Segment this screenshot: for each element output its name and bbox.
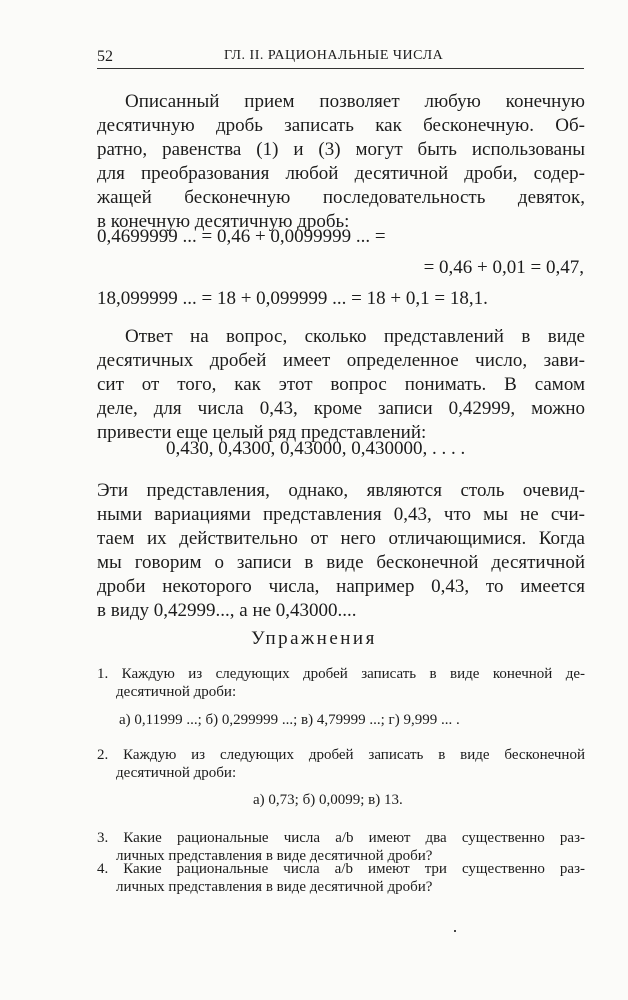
exercises-heading: Упражнения — [251, 628, 377, 649]
exercise-line: 4. Какие рациональные числа a/b имеют три существенно раз- — [97, 861, 585, 877]
text-line: дроби некоторого числа, например 0,43, то имеется — [97, 576, 585, 597]
formula-line-1: 0,4699999 ... = 0,46 + 0,0099999 ... = — [97, 226, 386, 247]
text-line: мы говорим о записи в виде бесконечной десятичной — [97, 552, 585, 573]
text-line: ными вариациями представления 0,43, что мы не счи- — [97, 504, 585, 525]
chapter-title: ГЛ. II. РАЦИОНАЛЬНЫЕ ЧИСЛА — [224, 48, 444, 63]
text-line: Описанный прием позволяет любую конечную — [125, 91, 585, 112]
text-line: жащей бесконечную последовательность девяток, — [97, 187, 585, 208]
exercise-line: 3. Какие рациональные числа a/b имеют два существенно раз- — [97, 830, 585, 846]
text-line: в виду 0,42999..., а не 0,43000.... — [97, 600, 357, 621]
formula-line-3: 18,099999 ... = 18 + 0,099999 ... = 18 + 0,1 = 18,1. — [97, 288, 488, 309]
scan-speck — [454, 930, 456, 932]
exercise-line: 1. Каждую из следующих дробей записать в виде конечной де- — [97, 666, 585, 682]
text-line: Ответ на вопрос, сколько представлений в виде — [125, 326, 585, 347]
exercise-2-items: а) 0,73; б) 0,0099; в) 13. — [253, 792, 403, 808]
text-line: в конечную десятичную дробь: — [97, 211, 350, 232]
exercise-1-items: а) 0,11999 ...; б) 0,299999 ...; в) 4,79999 ...; г) 9,999 ... . — [119, 712, 460, 728]
text-line: деле, для числа 0,43, кроме записи 0,42999, можно — [97, 398, 585, 419]
text-line: ратно, равенства (1) и (3) могут быть использованы — [97, 139, 585, 160]
paragraph-2 — [97, 325, 585, 445]
exercise-4 — [97, 860, 585, 896]
exercise-line: десятичной дроби: — [116, 765, 237, 781]
text-line: Эти представления, однако, являются столь очевид- — [97, 480, 585, 501]
exercise-2 — [97, 746, 585, 782]
page-number: 52 — [97, 48, 113, 65]
text-line: десятичных дробей имеет определенное число, зави- — [97, 350, 585, 371]
text-line: десятичную дробь записать как бесконечную. Об- — [97, 115, 585, 136]
header-rule — [97, 68, 584, 69]
exercise-line: 2. Каждую из следующих дробей записать в виде бесконечной — [97, 747, 585, 763]
paragraph-1 — [97, 90, 585, 234]
paragraph-3 — [97, 479, 585, 623]
text-line: для преобразования любой десятичной дроби, содер- — [97, 163, 585, 184]
exercise-1 — [97, 665, 585, 701]
exercise-line: личных представления в виде десятичной дроби? — [116, 848, 433, 864]
formula-representations: 0,430, 0,4300, 0,43000, 0,430000, . . . . — [166, 438, 466, 459]
formula-line-2: = 0,46 + 0,01 = 0,47, — [423, 257, 584, 278]
exercise-line: личных представления в виде десятичной дроби? — [116, 879, 433, 895]
text-line: привести еще целый ряд представлений: — [97, 422, 427, 443]
text-line: сит от того, как этот вопрос понимать. В самом — [97, 374, 585, 395]
text-line: таем их действительно от него отличающимися. Когда — [97, 528, 585, 549]
exercise-line: десятичной дроби: — [116, 684, 237, 700]
